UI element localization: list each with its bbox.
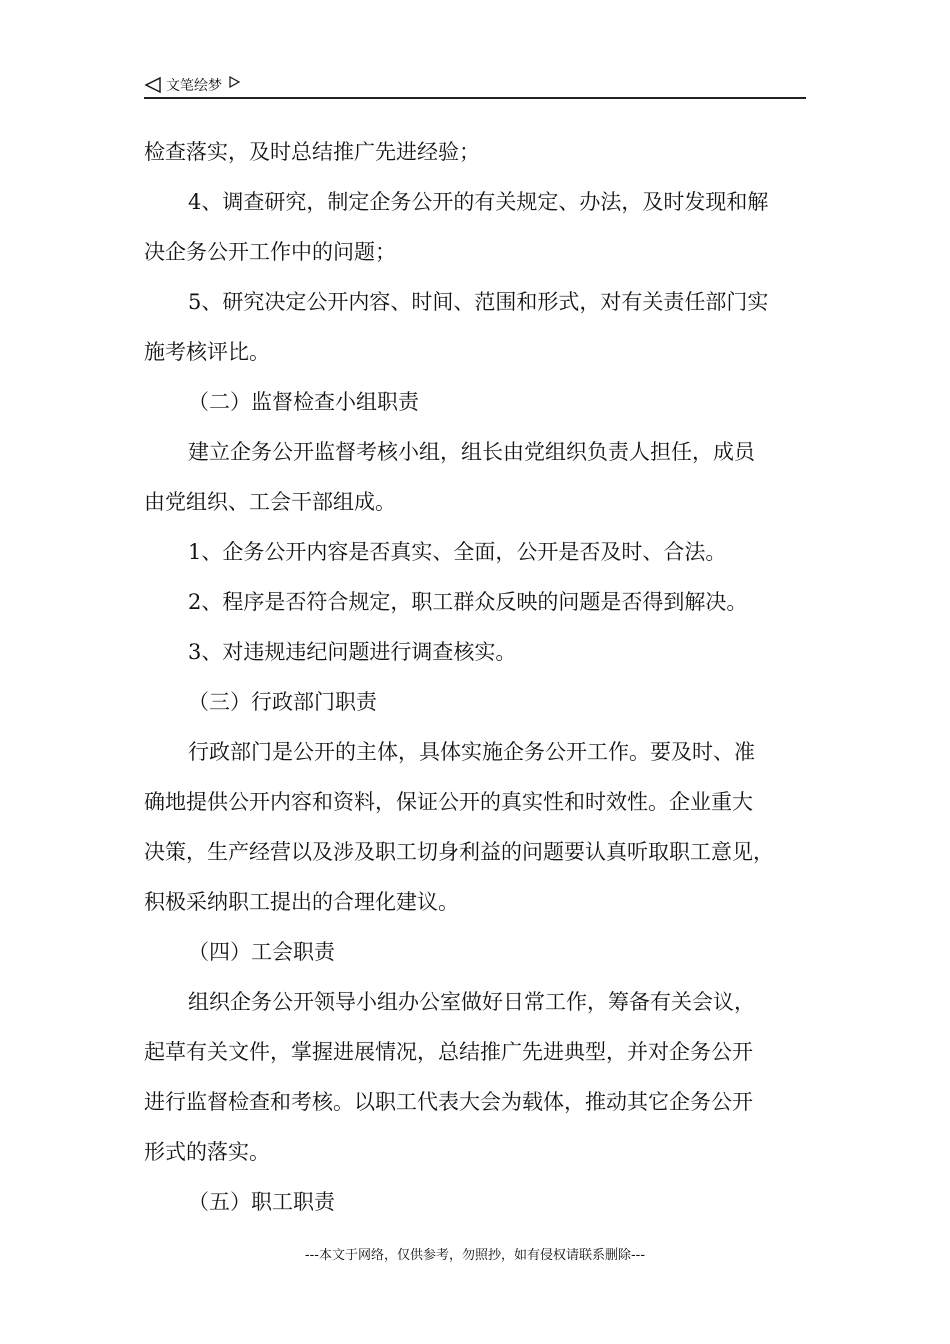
page-header (144, 72, 806, 98)
page-footer: ---本文于网络，仅供参考，勿照抄，如有侵权请联系删除--- (304, 1248, 646, 1263)
text-line: 5、研究决定公开内容、时间、范围和形式，对有关责任部门实 (188, 290, 769, 314)
section-heading: （四）工会职责 (188, 940, 335, 964)
text-line: 行政部门是公开的主体，具体实施企务公开工作。要及时、准 (188, 740, 755, 764)
text-line: 4、调查研究，制定企务公开的有关规定、办法，及时发现和解 (188, 190, 769, 214)
section-heading: （五）职工职责 (188, 1190, 335, 1214)
triangle-right-icon (228, 76, 240, 88)
text-line: 检查落实，及时总结推广先进经验； (144, 140, 480, 164)
text-line: 建立企务公开监督考核小组，组长由党组织负责人担任，成员 (188, 440, 755, 464)
text-line: 施考核评比。 (144, 340, 270, 364)
text-line: 形式的落实。 (144, 1140, 270, 1164)
triangle-left-icon (144, 76, 162, 94)
text-line: 2、程序是否符合规定，职工群众反映的问题是否得到解决。 (188, 590, 748, 614)
section-heading: （三）行政部门职责 (188, 690, 377, 714)
text-line: 决企务公开工作中的问题； (144, 240, 396, 264)
text-line: 1、企务公开内容是否真实、全面，公开是否及时、合法。 (188, 540, 727, 564)
document-body (144, 127, 809, 1227)
text-line: 组织企务公开领导小组办公室做好日常工作，筹备有关会议， (188, 990, 755, 1014)
section-heading: （二）监督检查小组职责 (188, 390, 419, 414)
header-divider (144, 97, 806, 99)
text-line: 确地提供公开内容和资料，保证公开的真实性和时效性。企业重大 (144, 790, 753, 814)
text-line: 由党组织、工会干部组成。 (144, 490, 396, 514)
text-line: 3、对违规违纪问题进行调查核实。 (188, 640, 517, 664)
text-line: 进行监督检查和考核。以职工代表大会为载体，推动其它企务公开 (144, 1090, 753, 1114)
header-title: 文笔绘梦 (166, 78, 222, 94)
text-line: 积极采纳职工提出的合理化建议。 (144, 890, 459, 914)
text-line: 决策，生产经营以及涉及职工切身利益的问题要认真听取职工意见， (144, 840, 774, 864)
text-line: 起草有关文件，掌握进展情况，总结推广先进典型，并对企务公开 (144, 1040, 753, 1064)
